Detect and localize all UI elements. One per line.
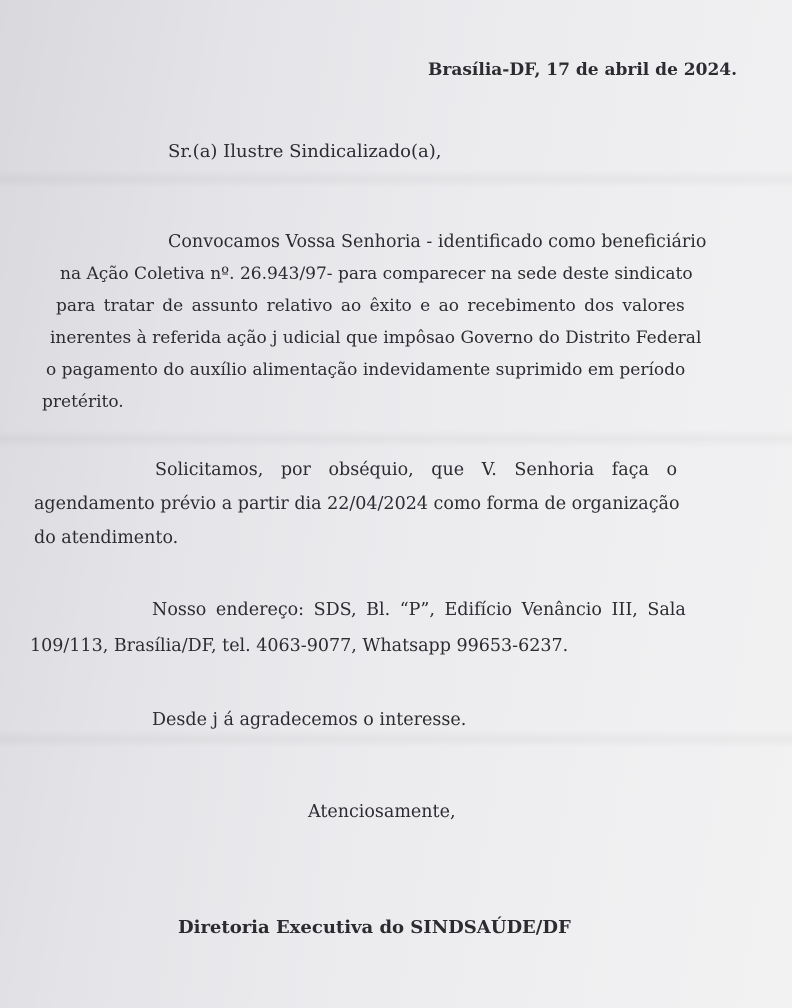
paragraph-3-line: 109/113, Brasília/DF, tel. 4063-9077, Whatsapp 99653-6237. bbox=[30, 636, 569, 656]
paragraph-2-line: Solicitamos, por obséquio, que V. Senhoria faça o bbox=[155, 460, 678, 480]
signature: Diretoria Executiva do SINDSAÚDE/DF bbox=[178, 917, 571, 938]
salutation: Sr.(a) Ilustre Sindicalizado(a), bbox=[168, 141, 442, 162]
paragraph-2-line: agendamento prévio a partir dia 22/04/2024 como forma de organização bbox=[34, 494, 680, 514]
letter-date: Brasília-DF, 17 de abril de 2024. bbox=[428, 60, 738, 80]
paragraph-2-line: do atendimento. bbox=[34, 528, 179, 548]
paragraph-1-line: pretérito. bbox=[42, 392, 124, 412]
paper-fold bbox=[0, 430, 792, 448]
paragraph-1-line: Convocamos Vossa Senhoria - identificado como beneficiário bbox=[168, 232, 707, 252]
paper-fold bbox=[0, 170, 792, 188]
paragraph-1-line: inerentes à referida ação j udicial que impôsao Governo do Distrito Federal bbox=[50, 328, 702, 348]
thanks-line: Desde j á agradecemos o interesse. bbox=[152, 710, 467, 730]
paragraph-1-line: para tratar de assunto relativo ao êxito e ao recebimento dos valores bbox=[56, 296, 685, 316]
paragraph-3-line: Nosso endereço: SDS, Bl. “P”, Edifício Venâncio III, Sala bbox=[152, 600, 686, 620]
paragraph-1-line: o pagamento do auxílio alimentação indevidamente suprimido em período bbox=[46, 360, 686, 380]
paragraph-1-line: na Ação Coletiva nº. 26.943/97- para comparecer na sede deste sindicato bbox=[60, 264, 693, 284]
paper-fold bbox=[0, 730, 792, 748]
closing: Atenciosamente, bbox=[308, 802, 456, 822]
